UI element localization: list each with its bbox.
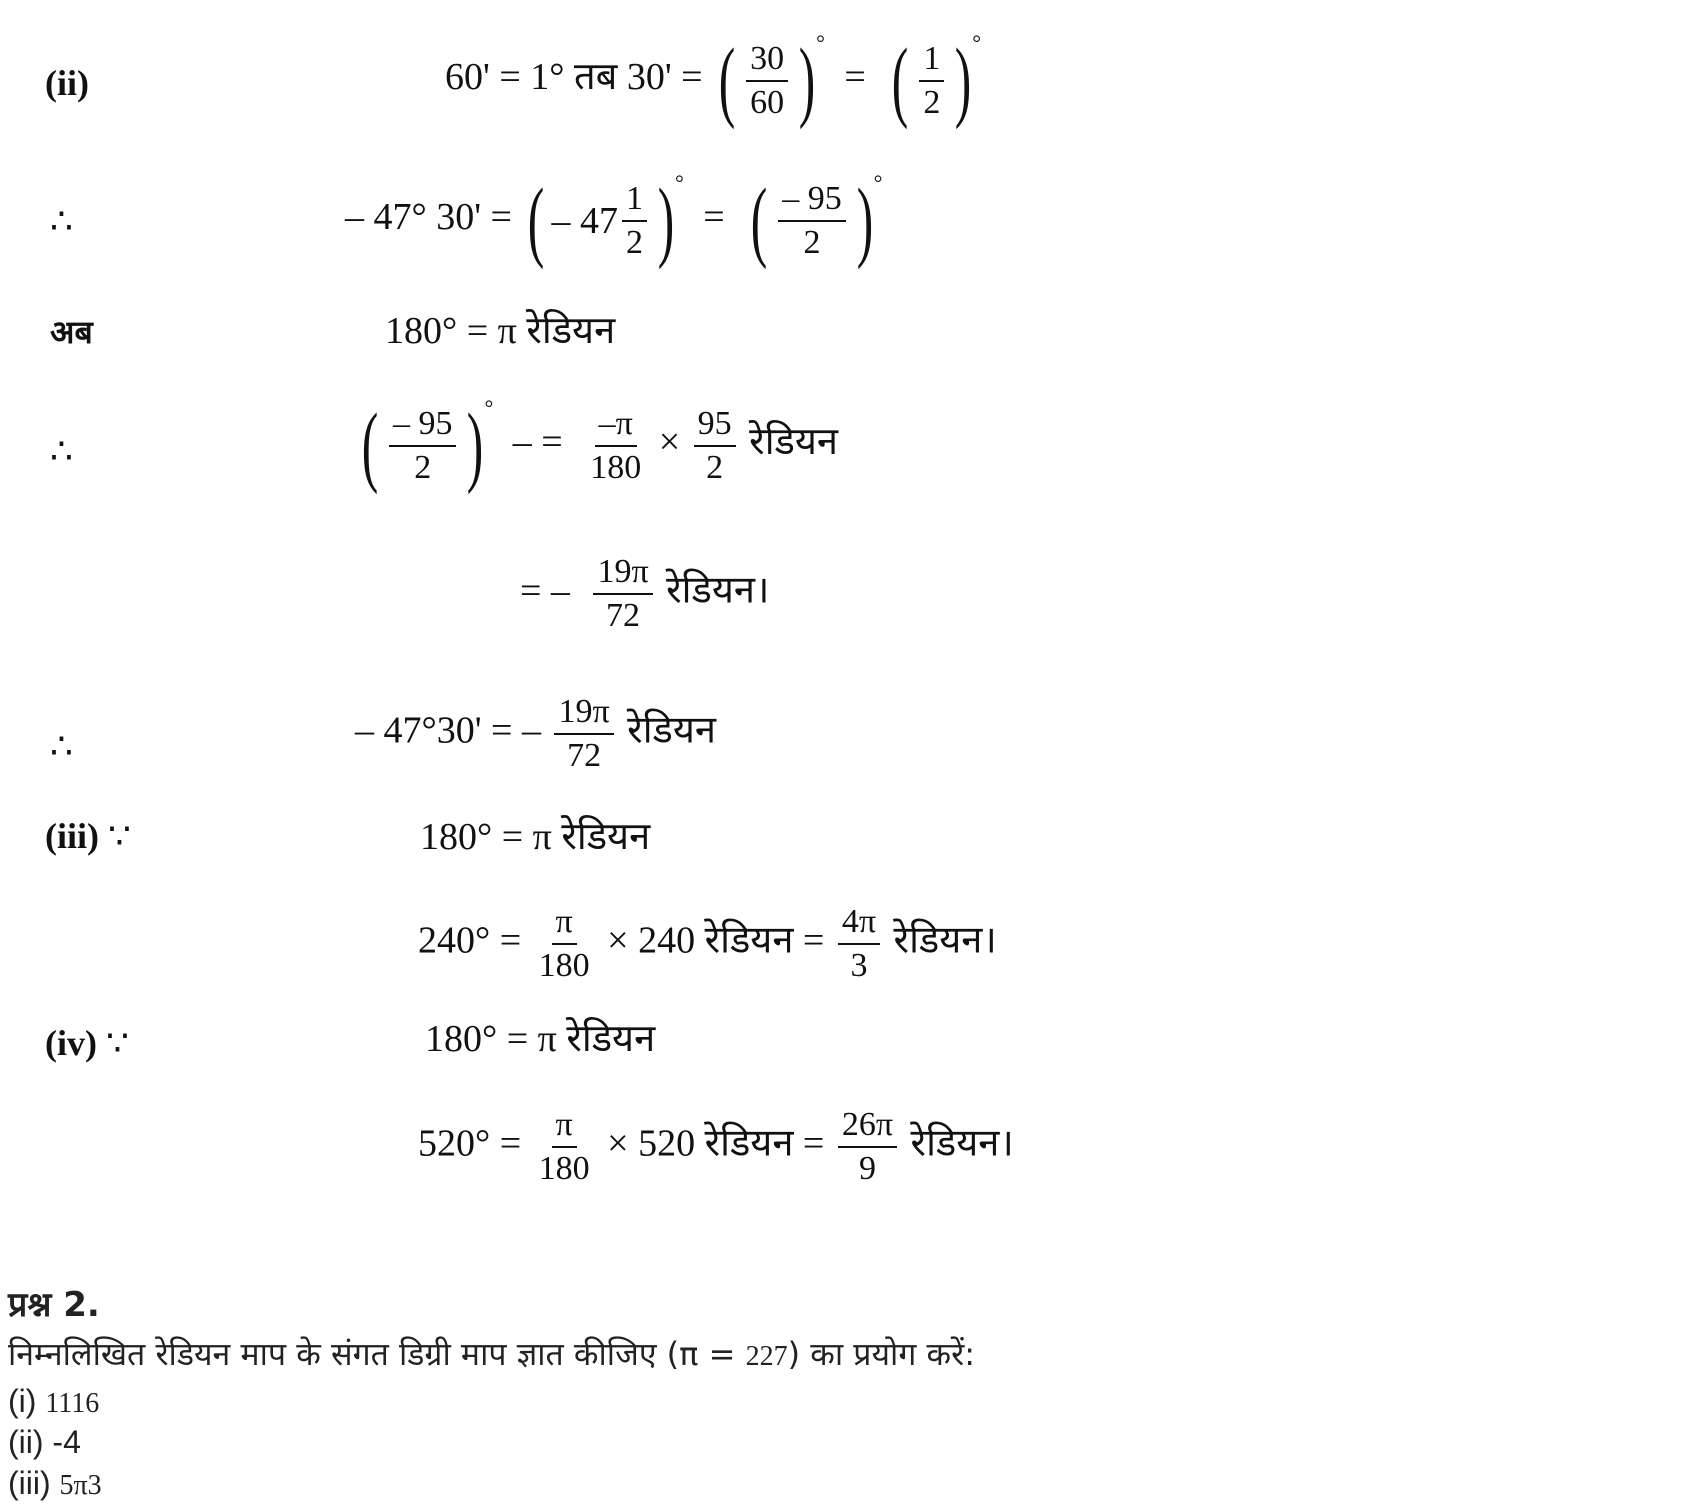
numerator: 19π [593,555,652,595]
equation-text: 240° = [418,919,522,962]
equation-line: 180° = π रेडियन [385,310,616,352]
denominator: 2 [706,448,724,486]
item-value: 5π3 [59,1470,102,1501]
unit-text: रेडियन। [910,1122,1014,1165]
part-iii-label [45,815,131,857]
fraction [535,1108,594,1186]
numerator: –π [595,407,637,447]
fraction [694,404,736,486]
equation-text: – 47°30' = – [355,709,541,752]
degree-sign: ° [674,170,684,195]
fraction [586,404,645,486]
list-item [8,1424,975,1461]
left-paren: ( [750,171,768,270]
denominator: 2 [414,448,432,486]
equation-line [355,695,716,773]
pi-value: 227 [745,1341,788,1372]
fraction [838,1108,897,1186]
numerator: 95 [694,407,736,447]
equals-sign: = – [520,569,570,612]
numerator: 19π [554,695,613,735]
fraction [593,555,652,633]
therefore-symbol: ∴ [50,431,73,471]
equation-line [355,395,839,495]
equation-text: × 240 रेडियन = [607,919,825,962]
item-label: (iii) [8,1465,51,1501]
numerator: 30 [746,42,788,82]
denominator: 9 [858,1150,876,1187]
because-symbol: ∵ [105,1023,129,1063]
fraction [778,179,846,261]
numerator: π [552,1108,577,1148]
fraction [838,905,880,983]
numerator: 26π [838,1108,897,1148]
mixed-number [551,179,651,261]
fraction [622,179,647,261]
equation-line [418,905,997,983]
item-value: 1116 [45,1388,100,1419]
degree-sign: ° [816,30,825,55]
part-label-text: (iii) [45,816,99,856]
part-label-text: (iv) [45,1023,97,1063]
denominator: 180 [590,448,642,486]
unit-text: रेडियन [749,421,839,464]
question-text-after: ) का प्रयोग करें: [787,1335,975,1373]
equation-line: 180° = π रेडियन [420,816,651,858]
fraction [746,39,788,121]
fraction [389,404,457,486]
equation-line: 180° = π रेडियन [425,1018,656,1060]
question-block [8,1280,975,1506]
numerator: π [552,905,577,945]
equals-sign: = [844,56,866,99]
equation-text: × 520 रेडियन = [607,1122,825,1165]
denominator: 2 [923,83,941,121]
denominator: 180 [538,947,590,984]
degree-sign: ° [484,395,494,420]
degree-sign: ° [873,170,883,195]
times-sign: × [658,421,681,464]
list-item [8,1383,975,1420]
numerator: 1 [622,182,647,222]
right-paren: ) [657,171,675,270]
left-paren: ( [528,171,545,270]
numerator: – 95 [778,182,846,222]
right-paren: ) [856,171,873,270]
question-text [8,1332,975,1375]
list-item [8,1465,975,1502]
part-ii-label: (ii) [45,63,89,103]
equation-text: 520° = [418,1122,522,1165]
therefore-symbol: ∴ [50,201,73,241]
unit-text: रेडियन। [666,569,770,612]
numerator: 1 [919,42,944,82]
denominator: 180 [538,1150,590,1187]
denominator: 2 [803,223,821,261]
unit-text: रेडियन [627,709,717,752]
right-paren: ) [955,31,972,130]
denominator: 72 [567,737,602,774]
fraction [554,695,613,773]
equation-text: 60' = 1° तब 30' = [445,56,703,99]
denominator: 60 [750,83,785,121]
numerator: – 95 [389,407,457,447]
fraction [535,905,594,983]
left-paren: ( [892,31,909,130]
denominator: 2 [625,223,643,261]
equation-line [345,170,883,270]
question-text-before: निम्नलिखित रेडियन माप के संगत डिग्री माप ज्ञात कीजिए (π = [8,1335,736,1373]
left-paren: ( [361,396,379,495]
equation-text: – 47° 30' = [345,196,512,239]
left-paren: ( [718,31,736,130]
denominator: 72 [606,597,641,634]
right-paren: ) [798,31,816,130]
equals-sign: = [703,196,725,239]
equals-sign: – = [512,421,563,464]
denominator: 3 [850,947,868,984]
whole-part: – 47 [551,199,618,242]
because-symbol: ∵ [107,816,131,856]
fraction [919,39,944,121]
unit-text: रेडियन। [893,919,997,962]
therefore-symbol: ∴ [50,726,73,766]
numerator: 4π [838,905,880,945]
degree-sign: ° [972,30,982,55]
part-iv-label [45,1022,129,1064]
question-title: प्रश्न 2. [8,1285,100,1325]
item-label: (i) [8,1383,37,1419]
equation-line [445,30,982,130]
right-paren: ) [467,396,484,495]
item-value: -4 [52,1424,81,1460]
equation-line [510,555,769,633]
item-label: (ii) [8,1424,44,1460]
now-label: अब [50,313,93,351]
equation-line [418,1108,1014,1186]
